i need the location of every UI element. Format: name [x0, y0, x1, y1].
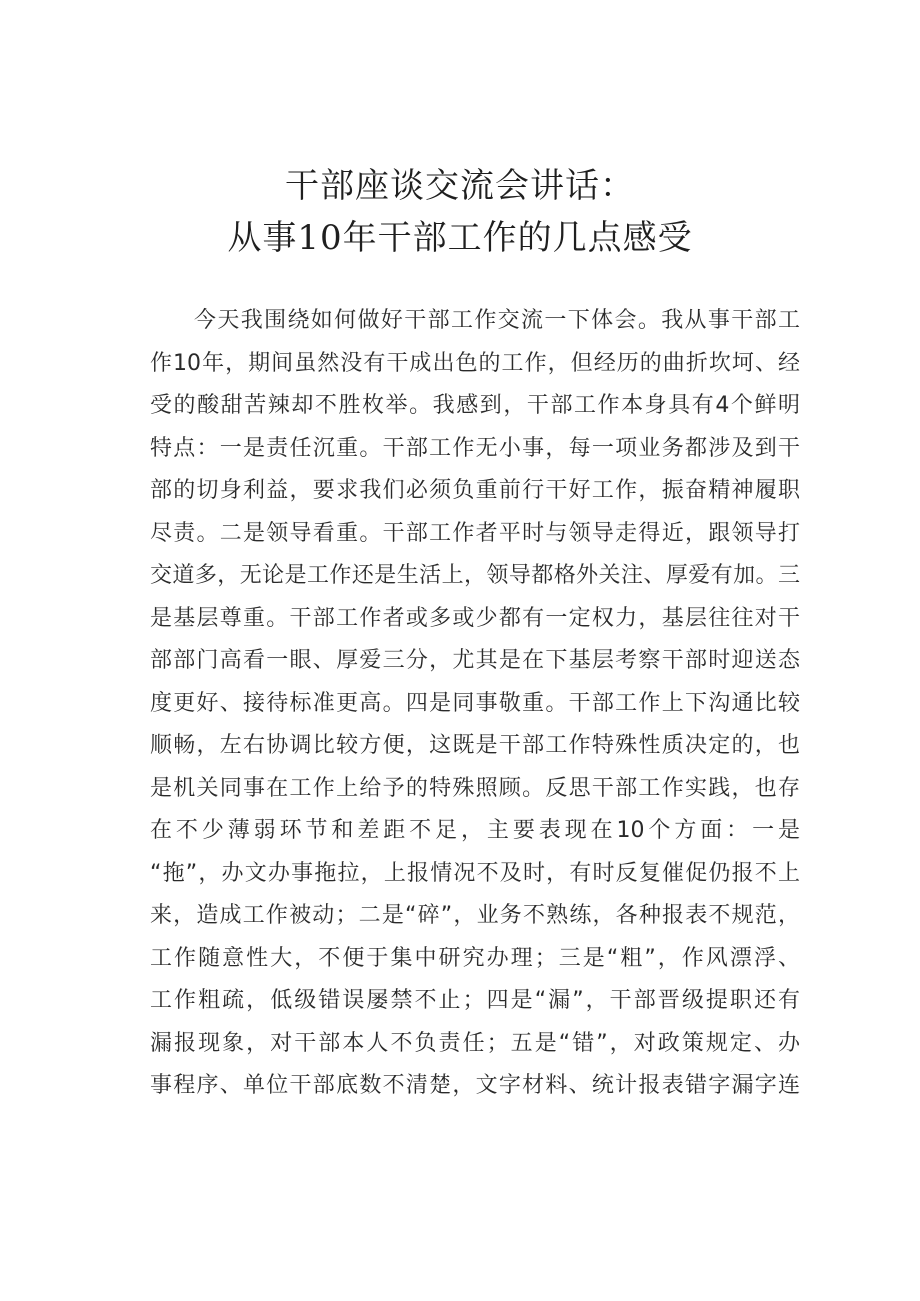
- body-line: 来，造成工作被动；二是“碎”，业务不熟练，各种报表不规范，: [150, 903, 800, 928]
- body-line: “拖”，办文办事拖拉，上报情况不及时，有时反复催促仍报不上: [150, 860, 800, 886]
- body-line: 在不少薄弱环节和差距不足，主要表现在10个方面：一是: [150, 818, 800, 843]
- body-line: 度更好、接待标准更高。四是同事敬重。干部工作上下沟通比较: [150, 690, 800, 716]
- body-line: 特点：一是责任沉重。干部工作无小事，每一项业务都涉及到干: [150, 435, 800, 461]
- title-line-2: 从事10年干部工作的几点感受: [227, 218, 693, 258]
- title-line-1: 干部座谈交流会讲话：: [285, 166, 635, 206]
- body-line: 受的酸甜苦辣却不胜枚举。我感到，干部工作本身具有4个鲜明: [150, 393, 800, 418]
- body-line: 漏报现象，对干部本人不负责任；五是“错”，对政策规定、办: [150, 1030, 800, 1056]
- body-line: 今天我围绕如何做好干部工作交流一下体会。我从事干部工: [194, 308, 800, 333]
- document-title: [0, 160, 920, 264]
- body-line: 是机关同事在工作上给予的特殊照顾。反思干部工作实践，也存: [150, 775, 800, 801]
- body-line: 部部门高看一眼、厚爱三分，尤其是在下基层考察干部时迎送态: [150, 648, 800, 673]
- body-line: 作10年，期间虽然没有干成出色的工作，但经历的曲折坎坷、经: [150, 350, 800, 376]
- body-line: 是基层尊重。干部工作者或多或少都有一定权力，基层往往对干: [150, 605, 800, 631]
- body-paragraph: [150, 300, 800, 1108]
- body-line: 部的切身利益，要求我们必须负重前行干好工作，振奋精神履职: [150, 478, 800, 503]
- body-line: 顺畅，左右协调比较方便，这既是干部工作特殊性质决定的，也: [150, 733, 800, 758]
- body-line: 事程序、单位干部底数不清楚，文字材料、统计报表错字漏字连: [150, 1073, 800, 1098]
- body-line: 交道多，无论是工作还是生活上，领导都格外关注、厚爱有加。三: [150, 563, 800, 588]
- body-line: 工作随意性大，不便于集中研究办理；三是“粗”，作风漂浮、: [150, 945, 800, 971]
- body-line: 尽责。二是领导看重。干部工作者平时与领导走得近，跟领导打: [150, 520, 800, 546]
- body-line: 工作粗疏，低级错误屡禁不止；四是“漏”，干部晋级提职还有: [150, 988, 800, 1013]
